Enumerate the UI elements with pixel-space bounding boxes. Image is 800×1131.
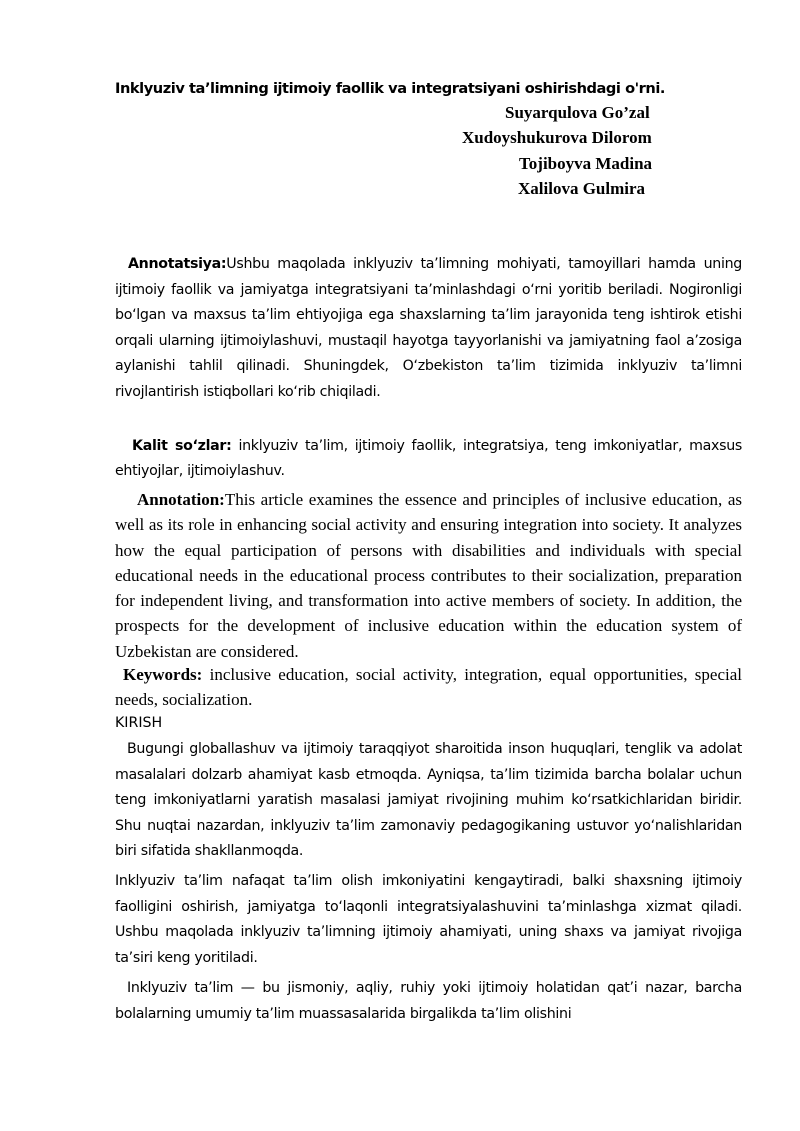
article-title: Inklyuziv ta’limning ijtimoiy faollik va integratsiyani oshirishdagi o'rni. — [115, 80, 666, 97]
annotation-uz — [115, 252, 742, 405]
author-name: Xalilova Gulmira — [518, 179, 646, 198]
author-name: Suyarqulova Go’zal — [505, 103, 650, 122]
section-heading: KIRISH — [115, 715, 163, 731]
annotation-uz-text: Ushbu maqolada inklyuziv ta’limning mohiyati, tamoyillari hamda uning ijtimoiy faollik va jamiyatga integratsiyani ta’minlashdagi o‘rni yoritib beriladi. Nogironligi bo‘lgan va maxsus ta’lim ehtiyojiga ega shaxslarning ta’lim jarayonida teng ishtirok etishi orqali ularning ijtimoiylashuvi, mustaqil hayotga tayyorlanishi va jamiyatning faol a’zosiga aylanishi tahlil qilinadi. Shuningdek, O‘zbekiston ta’lim tizimida inklyuziv ta’limni rivojlantirish istiqbollari ko‘rib chiqiladi. — [115, 256, 742, 400]
annotation-en — [115, 487, 742, 664]
body-paragraph: Inklyuziv ta’lim — bu jismoniy, aqliy, ruhiy yoki ijtimoiy holatidan qat’i nazar, barcha bolalarning umumiy ta’lim muassasalarida birgalikda ta’lim olishini — [115, 980, 742, 1022]
body-paragraph: Inklyuziv ta’lim nafaqat ta’lim olish imkoniyatini kengaytiradi, balki shaxsning ijtimoiy faolligini oshirish, jamiyatga to‘laqonli integratsiyalashuvini ta’minlashga xizmat qiladi. Ushbu maqolada inklyuziv ta’limning ijtimoiy ahamiyati, uning shaxs va jamiyat rivojiga ta’siri keng yoritiladi. — [115, 873, 742, 966]
author-name: Xudoyshukurova Dilorom — [462, 128, 652, 147]
annotation-en-text: This article examines the essence and principles of inclusive education, as well as its role in enhancing social activity and ensuring integration into society. It analyzes how the equal participation of persons with disabilities and individuals with special educational needs in the educational process contributes to their socialization, preparation for independent living, and transformation into active members of society. In addition, the prospects for the development of inclusive education within the education system of Uzbekistan are considered. — [115, 490, 742, 661]
body-paragraph: Bugungi globallashuv va ijtimoiy taraqqiyot sharoitida inson huquqlari, tenglik va adolat masalalari dolzarb ahamiyat kasb etmoqda. Ayniqsa, ta’lim tizimida barcha bolalar uchun teng imkoniyatlarni yaratish masalasi jamiyat rivojining muhim ko‘rsatkichlaridan biridir. Shu nuqtai nazardan, inklyuziv ta’lim zamonaviy pedagogikaning ustuvor yo‘nalishlaridan biri sifatida shakllanmoqda. — [115, 741, 742, 859]
keywords-uz-label: Kalit so‘zlar: — [132, 438, 232, 454]
annotation-uz-label: Annotatsiya: — [128, 256, 227, 272]
keywords-en — [115, 662, 742, 712]
keywords-uz-text: inklyuziv ta’lim, ijtimoiy faollik, integratsiya, teng imkoniyatlar, maxsus ehtiyojlar, ijtimoiylashuv. — [115, 438, 742, 479]
keywords-en-label: Keywords: — [123, 665, 203, 684]
keywords-uz — [115, 434, 742, 484]
author-name: Tojiboyva Madina — [519, 154, 653, 173]
annotation-en-label: Annotation: — [137, 490, 225, 509]
keywords-en-text: inclusive education, social activity, integration, equal opportunities, special needs, socialization. — [115, 665, 742, 709]
